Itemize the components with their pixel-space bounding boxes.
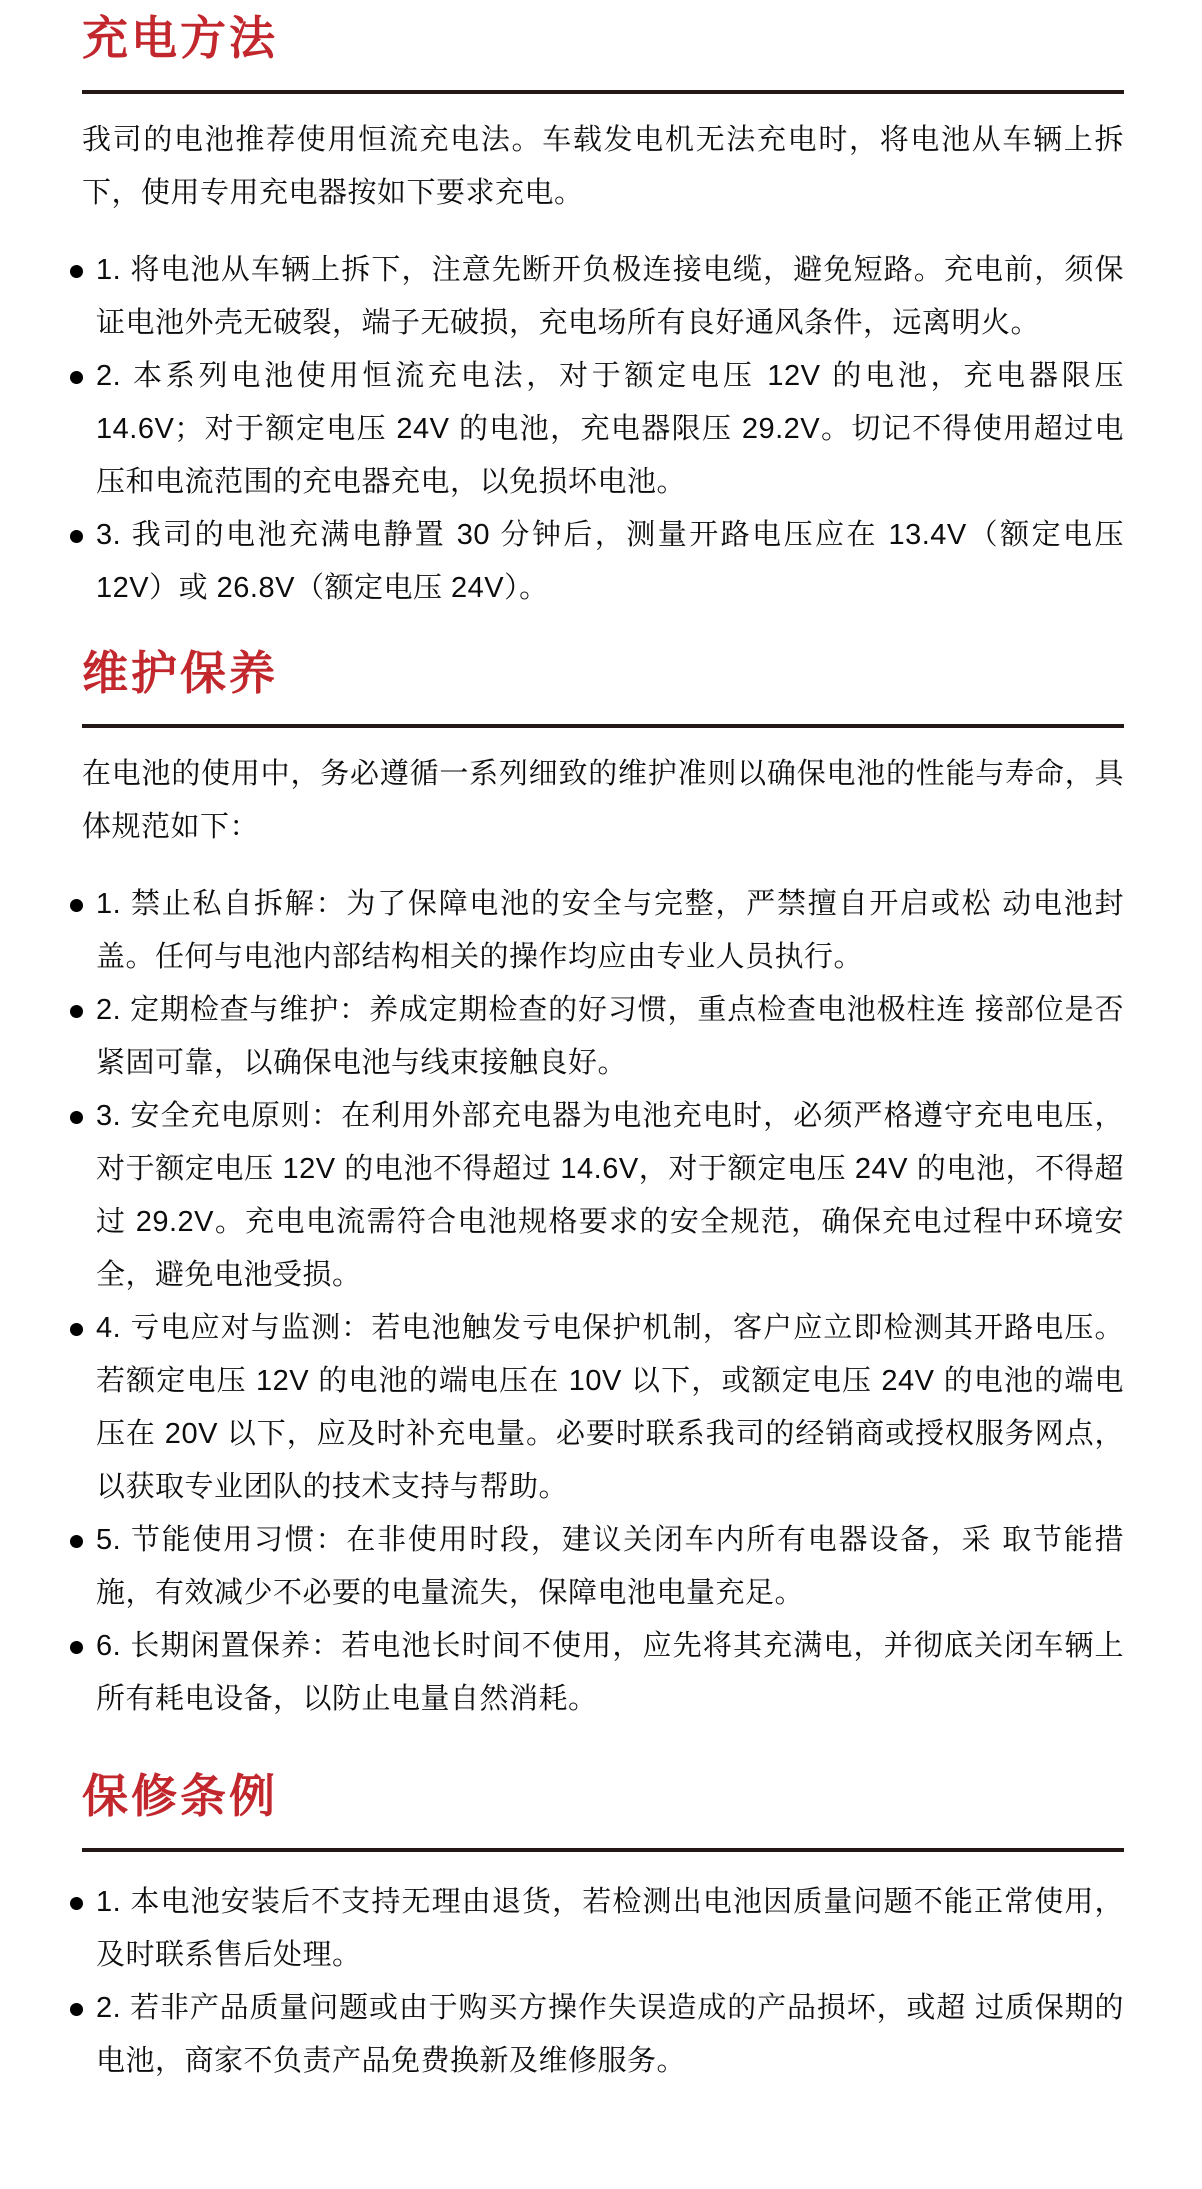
maintenance-bullet-list bbox=[70, 878, 1124, 1726]
list-item-text: 4. 亏电应对与监测：若电池触发亏电保护机制，客户应立即检测其开路电压。若额定电压 12V 的电池的端电压在 10V 以下，或额定电压 24V 的电池的端电压在 20V 以下，应及时补充电量。必要时联系我司的经销商或授权服务网点，以获取专业团队的技术支持与帮助。 bbox=[96, 1312, 1124, 1503]
list-item-text: 2. 定期检查与维护：养成定期检查的好习惯，重点检查电池极柱连 接部位是否紧固可靠，以确保电池与线束接触良好。 bbox=[96, 994, 1124, 1079]
section-divider bbox=[82, 724, 1124, 728]
bullet-dot-icon bbox=[70, 1897, 83, 1910]
list-item-text: 2. 本系列电池使用恒流充电法，对于额定电压 12V 的电池，充电器限压 14.6V；对于额定电压 24V 的电池，充电器限压 29.2V。切记不得使用超过电压和电流范围的充电器充电，以免损坏电池。 bbox=[96, 359, 1124, 498]
list-item bbox=[70, 1876, 1124, 1982]
section-charging-method bbox=[82, 10, 1124, 615]
list-item-text: 5. 节能使用习惯：在非使用时段，建议关闭车内所有电器设备，采 取节能措施，有效减少不必要的电量流失，保障电池电量充足。 bbox=[96, 1524, 1124, 1609]
maintenance-intro-paragraph: 在电池的使用中，务必遵循一系列细致的维护准则以确保电池的性能与寿命，具体规范如下： bbox=[82, 758, 1124, 843]
section-title-warranty: 保修条例 bbox=[82, 1770, 278, 1822]
bullet-dot-icon bbox=[70, 530, 83, 543]
bullet-dot-icon bbox=[70, 1111, 83, 1124]
list-item-text: 1. 禁止私自拆解：为了保障电池的安全与完整，严禁擅自开启或松 动电池封盖。任何与电池内部结构相关的操作均应由专业人员执行。 bbox=[96, 888, 1124, 973]
bullet-dot-icon bbox=[70, 1323, 83, 1336]
list-item-text: 1. 本电池安装后不支持无理由退货，若检测出电池因质量问题不能正常使用，及时联系售后处理。 bbox=[96, 1885, 1124, 1971]
charging-intro-paragraph: 我司的电池推荐使用恒流充电法。车载发电机无法充电时，将电池从车辆上拆下，使用专用充电器按如下要求充电。 bbox=[82, 123, 1124, 209]
section-title-maintenance: 维护保养 bbox=[82, 646, 278, 699]
section-title-charging: 充电方法 bbox=[82, 12, 278, 64]
bullet-dot-icon bbox=[70, 2003, 83, 2016]
warranty-bullet-list bbox=[70, 1876, 1124, 2088]
bullet-dot-icon bbox=[70, 371, 83, 384]
list-item-text: 3. 我司的电池充满电静置 30 分钟后，测量开路电压应在 13.4V（额定电压 12V）或 26.8V（额定电压 24V）。 bbox=[96, 518, 1124, 604]
list-item bbox=[70, 1302, 1124, 1514]
list-item bbox=[70, 984, 1124, 1090]
list-item bbox=[70, 350, 1124, 509]
list-item bbox=[70, 878, 1124, 984]
section-warranty bbox=[82, 1768, 1124, 2088]
bullet-dot-icon bbox=[70, 265, 83, 278]
section-divider bbox=[82, 1848, 1124, 1852]
charging-bullet-list bbox=[70, 244, 1124, 615]
list-item bbox=[70, 1514, 1124, 1620]
list-item-text: 6. 长期闲置保养：若电池长时间不使用，应先将其充满电，并彻底关闭车辆上所有耗电设备，以防止电量自然消耗。 bbox=[96, 1630, 1124, 1715]
bullet-dot-icon bbox=[70, 1005, 83, 1018]
list-item-text: 3. 安全充电原则：在利用外部充电器为电池充电时，必须严格遵守充电电压，对于额定电压 12V 的电池不得超过 14.6V，对于额定电压 24V 的电池，不得超过 29.2V。充电电流需符合电池规格要求的安全规范，确保充电过程中环境安全，避免电池受损。 bbox=[96, 1100, 1124, 1291]
list-item-text: 2. 若非产品质量问题或由于购买方操作失误造成的产品损坏，或超 过质保期的电池，商家不负责产品免费换新及维修服务。 bbox=[96, 1991, 1124, 2077]
section-divider bbox=[82, 90, 1124, 94]
list-item bbox=[70, 1982, 1124, 2088]
list-item bbox=[70, 244, 1124, 350]
bullet-dot-icon bbox=[70, 1641, 83, 1654]
section-maintenance bbox=[82, 645, 1124, 1727]
list-item bbox=[70, 1620, 1124, 1726]
bullet-dot-icon bbox=[70, 899, 83, 912]
bullet-dot-icon bbox=[70, 1535, 83, 1548]
list-item bbox=[70, 1090, 1124, 1302]
list-item bbox=[70, 509, 1124, 615]
list-item-text: 1. 将电池从车辆上拆下，注意先断开负极连接电缆，避免短路。充电前，须保证电池外壳无破裂，端子无破损，充电场所有良好通风条件，远离明火。 bbox=[96, 253, 1124, 339]
